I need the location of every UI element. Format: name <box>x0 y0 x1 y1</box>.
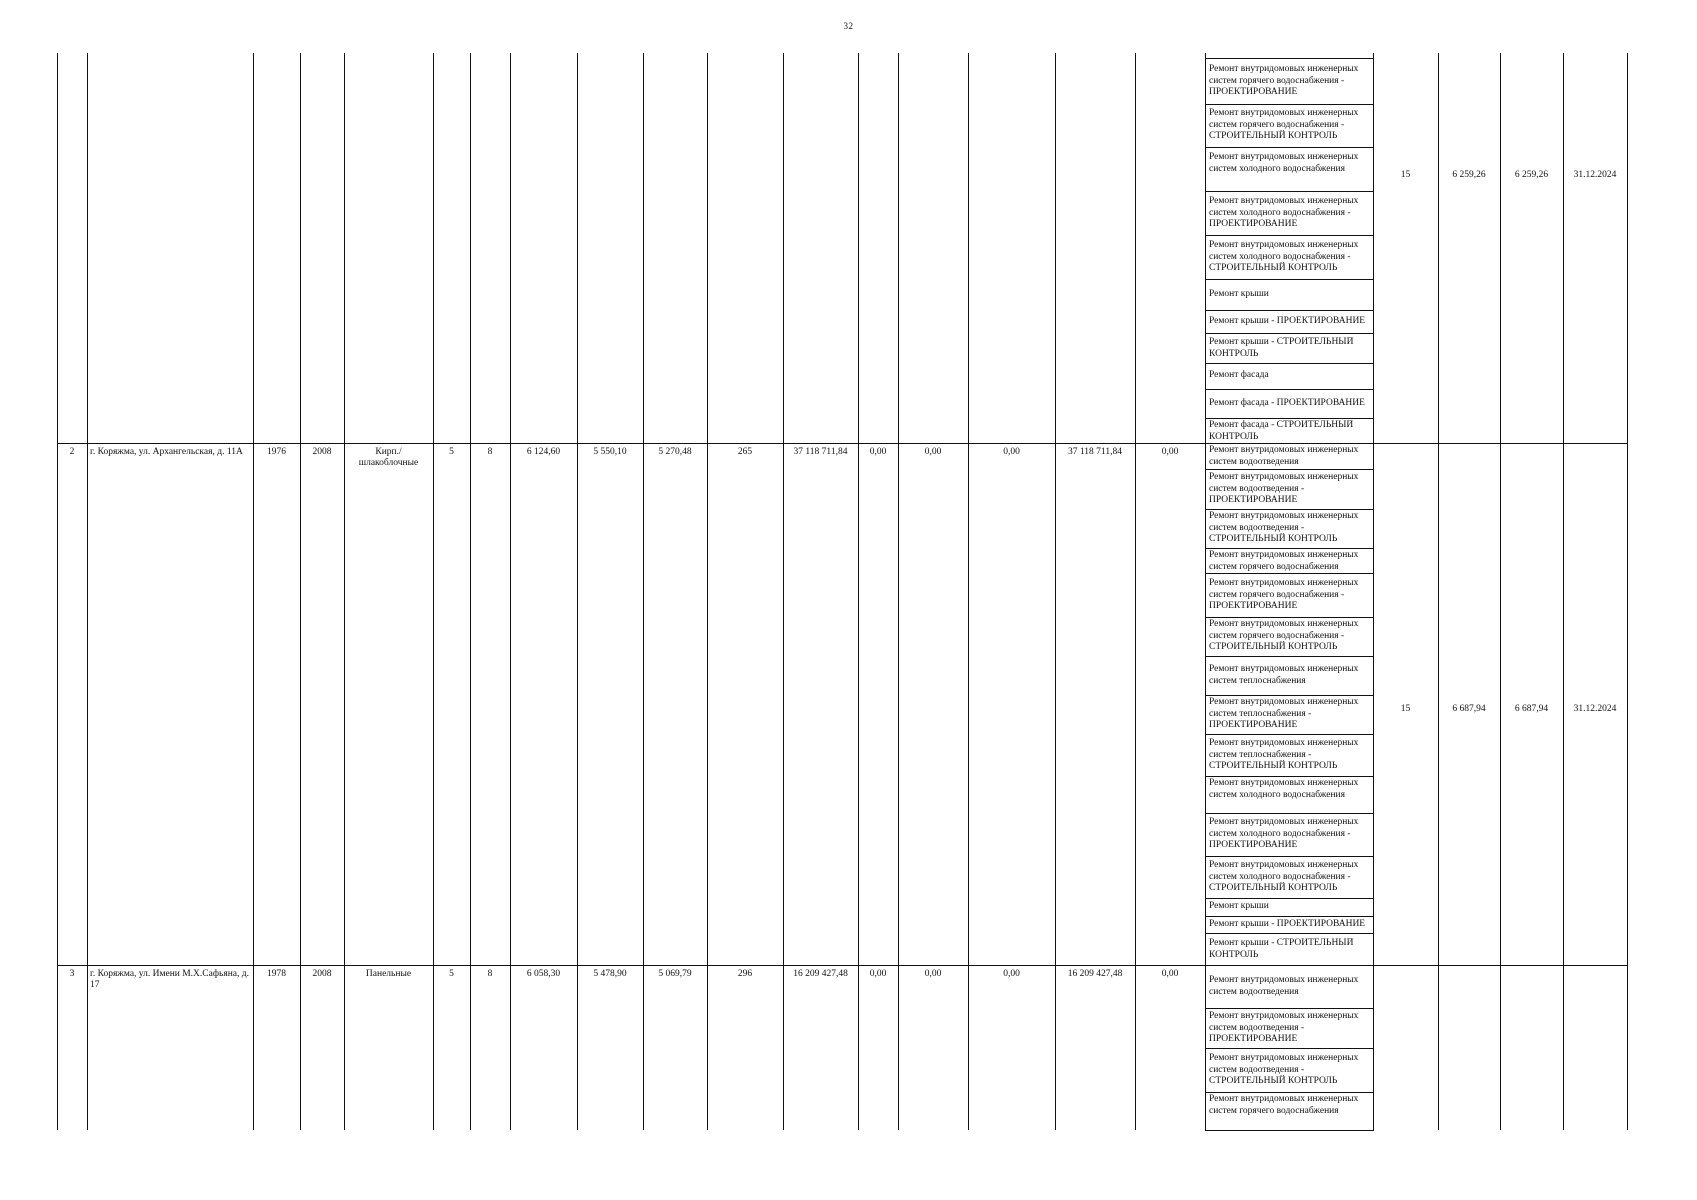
work-item: Ремонт крыши - ПРОЕКТИРОВАНИЕ <box>1209 316 1366 326</box>
cell-area-total: 6 058,30 <box>526 969 561 979</box>
cell-deadline: 31.12.2024 <box>1573 704 1617 714</box>
cell-area-residential: 5 270,48 <box>658 447 692 457</box>
work-item: Ремонт внутридомовых инженерных систем водоотведения - СТРОИТЕЛЬНЫЙ КОНТРОЛЬ <box>1209 1053 1359 1086</box>
grid-vline-13 <box>898 53 899 1130</box>
page-number: 32 <box>843 21 854 31</box>
work-item: Ремонт внутридомовых инженерных систем холодного водоснабжения - СТРОИТЕЛЬНЫЙ КОНТРОЛЬ <box>1209 240 1359 273</box>
cell-walls: Панельные <box>365 969 412 979</box>
cell-cost-limit: 6 259,26 <box>1514 170 1549 180</box>
cell-year-built: 1978 <box>267 969 286 979</box>
grid-vline-9 <box>643 53 644 1130</box>
work-item: Ремонт внутридомовых инженерных систем горячего водоснабжения <box>1209 550 1359 572</box>
cell-fund-other: 0,00 <box>1161 447 1179 457</box>
work-item: Ремонт фасада - СТРОИТЕЛЬНЫЙ КОНТРОЛЬ <box>1209 420 1354 442</box>
cell-year-repair: 2008 <box>312 447 332 457</box>
cell-term: 15 <box>1400 704 1411 714</box>
grid-vline-11 <box>783 53 784 1130</box>
cell-fund-local: 0,00 <box>1003 447 1020 457</box>
cell-cost-total: 37 118 711,84 <box>793 447 848 457</box>
cell-cost-per-m2: 6 687,94 <box>1452 704 1486 714</box>
cell-cost-total: 16 209 427,48 <box>793 969 848 979</box>
cell-residents: 296 <box>737 969 753 979</box>
work-item: Ремонт внутридомовых инженерных систем горячего водоснабжения - СТРОИТЕЛЬНЫЙ КОНТРОЛЬ <box>1209 619 1359 652</box>
work-item: Ремонт крыши - СТРОИТЕЛЬНЫЙ КОНТРОЛЬ <box>1209 337 1354 359</box>
cell-walls: Кирп./ шлакоблочные <box>358 447 419 468</box>
cell-fund-regional: 0,00 <box>924 447 942 457</box>
grid-vline-1 <box>87 53 88 1130</box>
cell-no: 2 <box>69 447 75 457</box>
work-item: Ремонт внутридомовых инженерных систем холодного водоснабжения - ПРОЕКТИРОВАНИЕ <box>1209 196 1359 229</box>
work-item: Ремонт внутридомовых инженерных систем водоотведения - СТРОИТЕЛЬНЫЙ КОНТРОЛЬ <box>1209 511 1359 544</box>
grid-vline-7 <box>510 53 511 1130</box>
work-item: Ремонт внутридомовых инженерных систем горячего водоснабжения - ПРОЕКТИРОВАНИЕ <box>1209 578 1359 611</box>
cell-entrances: 8 <box>487 969 493 979</box>
cell-fund-regional: 0,00 <box>924 969 942 979</box>
cell-area-premises: 5 550,10 <box>593 447 627 457</box>
work-item: Ремонт фасада - ПРОЕКТИРОВАНИЕ <box>1209 398 1365 408</box>
grid-vline-20 <box>1500 53 1501 1130</box>
work-item: Ремонт крыши - ПРОЕКТИРОВАНИЕ <box>1209 919 1366 929</box>
grid-vline-16 <box>1135 53 1136 1130</box>
cell-fund-federal: 0,00 <box>869 447 887 457</box>
cell-address: г. Коряжма, ул. Архангельская, д. 11А <box>90 447 243 457</box>
work-item: Ремонт внутридомовых инженерных систем горячего водоснабжения - СТРОИТЕЛЬНЫЙ КОНТРОЛЬ <box>1209 108 1359 141</box>
work-item: Ремонт внутридомовых инженерных систем теплоснабжения - ПРОЕКТИРОВАНИЕ <box>1209 697 1359 730</box>
cell-area-premises: 5 478,90 <box>593 969 627 979</box>
work-item: Ремонт внутридомовых инженерных систем водоотведения <box>1209 445 1359 467</box>
work-item: Ремонт внутридомовых инженерных систем водоотведения - ПРОЕКТИРОВАНИЕ <box>1209 1011 1359 1044</box>
work-item: Ремонт внутридомовых инженерных систем холодного водоснабжения <box>1209 778 1359 800</box>
cell-fund-local: 0,00 <box>1003 969 1020 979</box>
work-item: Ремонт внутридомовых инженерных систем водоотведения <box>1209 975 1359 997</box>
grid-vline-3 <box>300 53 301 1130</box>
grid-vline-15 <box>1055 53 1056 1130</box>
grid-vline-10 <box>707 53 708 1130</box>
grid-vline-12 <box>858 53 859 1130</box>
cell-term: 15 <box>1400 170 1411 180</box>
cell-deadline: 31.12.2024 <box>1573 170 1617 180</box>
cell-floors: 5 <box>449 447 454 457</box>
work-item: Ремонт внутридомовых инженерных систем теплоснабжения <box>1209 664 1359 686</box>
grid-vline-19 <box>1438 53 1439 1130</box>
work-item: Ремонт внутридомовых инженерных систем теплоснабжения - СТРОИТЕЛЬНЫЙ КОНТРОЛЬ <box>1209 738 1359 771</box>
work-item: Ремонт крыши - СТРОИТЕЛЬНЫЙ КОНТРОЛЬ <box>1209 938 1354 960</box>
work-item: Ремонт внутридомовых инженерных систем холодного водоснабжения - СТРОИТЕЛЬНЫЙ КОНТРОЛЬ <box>1209 860 1359 893</box>
cell-fund-federal: 0,00 <box>869 969 887 979</box>
grid-vline-6 <box>470 53 471 1130</box>
grid-vline-2 <box>253 53 254 1130</box>
grid-vline-8 <box>577 53 578 1130</box>
cell-cost-per-m2: 6 259,26 <box>1452 170 1486 180</box>
work-item: Ремонт фасада <box>1209 370 1269 380</box>
cell-area-residential: 5 069,79 <box>658 969 692 979</box>
cell-year-repair: 2008 <box>312 969 332 979</box>
cell-no: 3 <box>69 969 75 979</box>
cell-floors: 5 <box>449 969 454 979</box>
cell-fund-owners: 37 118 711,84 <box>1068 447 1122 457</box>
cell-address: г. Коряжма, ул. Имени М.Х.Сафьяна, д. 17 <box>90 969 249 990</box>
grid-vline-4 <box>344 53 345 1130</box>
work-item: Ремонт внутридомовых инженерных систем холодного водоснабжения - ПРОЕКТИРОВАНИЕ <box>1209 817 1359 850</box>
cell-year-built: 1976 <box>267 447 286 457</box>
work-item: Ремонт внутридомовых инженерных систем водоотведения - ПРОЕКТИРОВАНИЕ <box>1209 472 1359 505</box>
work-item: Ремонт внутридомовых инженерных систем горячего водоснабжения <box>1209 1094 1359 1116</box>
cell-entrances: 8 <box>487 447 493 457</box>
row-separator-1 <box>57 443 1627 444</box>
cell-fund-owners: 16 209 427,48 <box>1067 969 1123 979</box>
grid-vline-21 <box>1563 53 1564 1130</box>
cell-area-total: 6 124,60 <box>526 447 561 457</box>
work-item: Ремонт крыши <box>1209 901 1269 911</box>
work-item: Ремонт внутридомовых инженерных систем горячего водоснабжения - ПРОЕКТИРОВАНИЕ <box>1209 64 1359 97</box>
cell-cost-limit: 6 687,94 <box>1514 704 1549 714</box>
grid-vline-0 <box>57 53 58 1130</box>
work-item: Ремонт внутридомовых инженерных систем холодного водоснабжения <box>1209 152 1359 174</box>
cell-residents: 265 <box>737 447 753 457</box>
row-separator-2 <box>57 965 1627 966</box>
grid-vline-14 <box>968 53 969 1130</box>
grid-vline-5 <box>433 53 434 1130</box>
grid-vline-22 <box>1627 53 1628 1130</box>
cell-fund-other: 0,00 <box>1161 969 1179 979</box>
work-item: Ремонт крыши <box>1209 289 1269 299</box>
